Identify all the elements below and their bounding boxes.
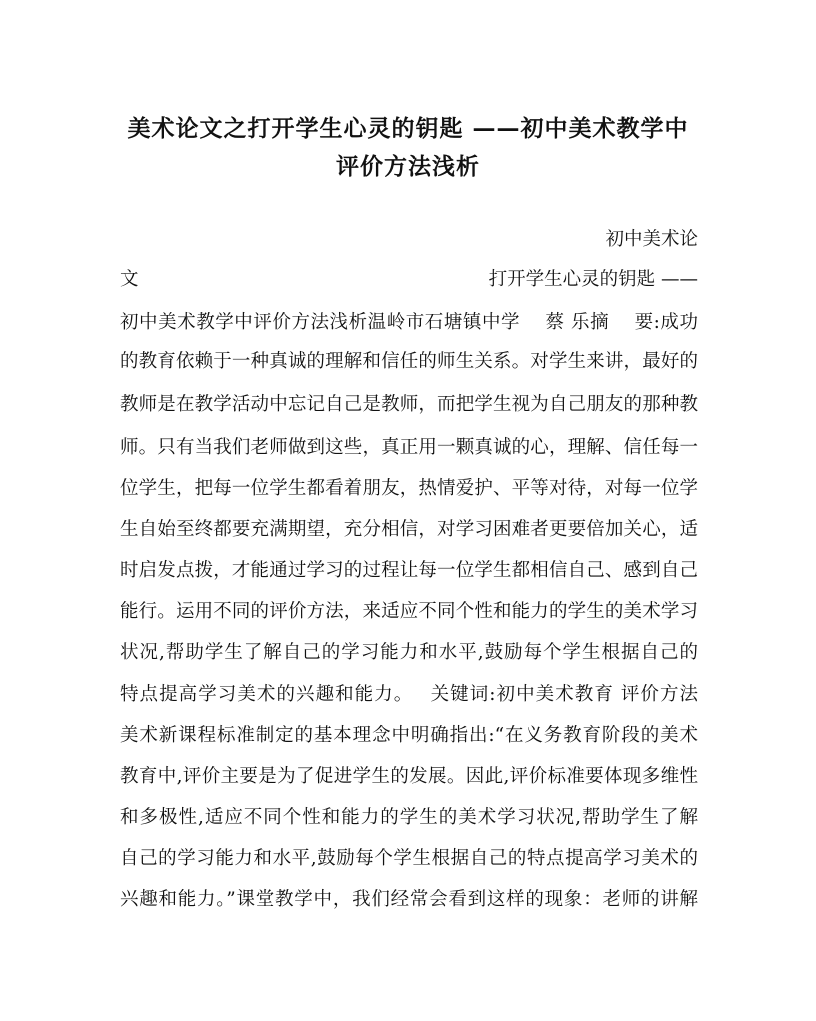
document-title-line-2: 评价方法浅析	[336, 153, 480, 180]
body-line: 时启发点拨，才能通过学习的过程让每一位学生都相信自己、感到自己	[120, 560, 698, 581]
body-line: 兴趣和能力。”课堂教学中，我们经常会看到这样的现象：老师的讲解	[120, 889, 698, 910]
body-line: 特点提高学习美术的兴趣和能力。 关键词:初中美术教育 评价方法	[120, 684, 698, 705]
body-line: 和多极性,适应不同个性和能力的学生的美术学习状况,帮助学生了解	[120, 807, 698, 828]
body-line: 状况,帮助学生了解自己的学习能力和水平,鼓励每个学生根据自己的	[120, 642, 698, 663]
body-line: 能行。运用不同的评价方法，来适应不同个性和能力的学生的美术学习	[120, 601, 698, 622]
body-line	[120, 268, 698, 292]
body-line: 初中美术论	[605, 229, 698, 250]
body-line-segment: 文	[120, 269, 139, 290]
body-line: 教师是在教学活动中忘记自己是教师，而把学生视为自己朋友的那种教	[120, 394, 698, 415]
body-line: 生自始至终都要充满期望，充分相信，对学习困难者更要倍加关心，适	[120, 519, 698, 540]
body-line: 师。只有当我们老师做到这些，真正用一颗真诚的心，理解、信任每一	[120, 437, 698, 458]
body-line: 初中美术教学中评价方法浅析温岭市石塘镇中学 蔡 乐摘 要:成功	[120, 312, 698, 333]
body-line: 美术新课程标准制定的基本理念中明确指出:“在义务教育阶段的美术	[120, 725, 698, 746]
body-line: 自己的学习能力和水平,鼓励每个学生根据自己的特点提高学习美术的	[120, 848, 698, 869]
body-line: 的教育依赖于一种真诚的理解和信任的师生关系。对学生来讲，最好的	[120, 351, 698, 372]
body-line-segment: 打开学生心灵的钥匙 ——	[488, 269, 698, 290]
body-line: 教育中,评价主要是为了促进学生的发展。因此,评价标准要体现多维性	[120, 766, 698, 787]
body-line: 位学生，把每一位学生都看着朋友，热情爱护、平等对待，对每一位学	[120, 478, 698, 499]
document-title-line-1: 美术论文之打开学生心灵的钥匙 ——初中美术教学中	[127, 115, 689, 142]
